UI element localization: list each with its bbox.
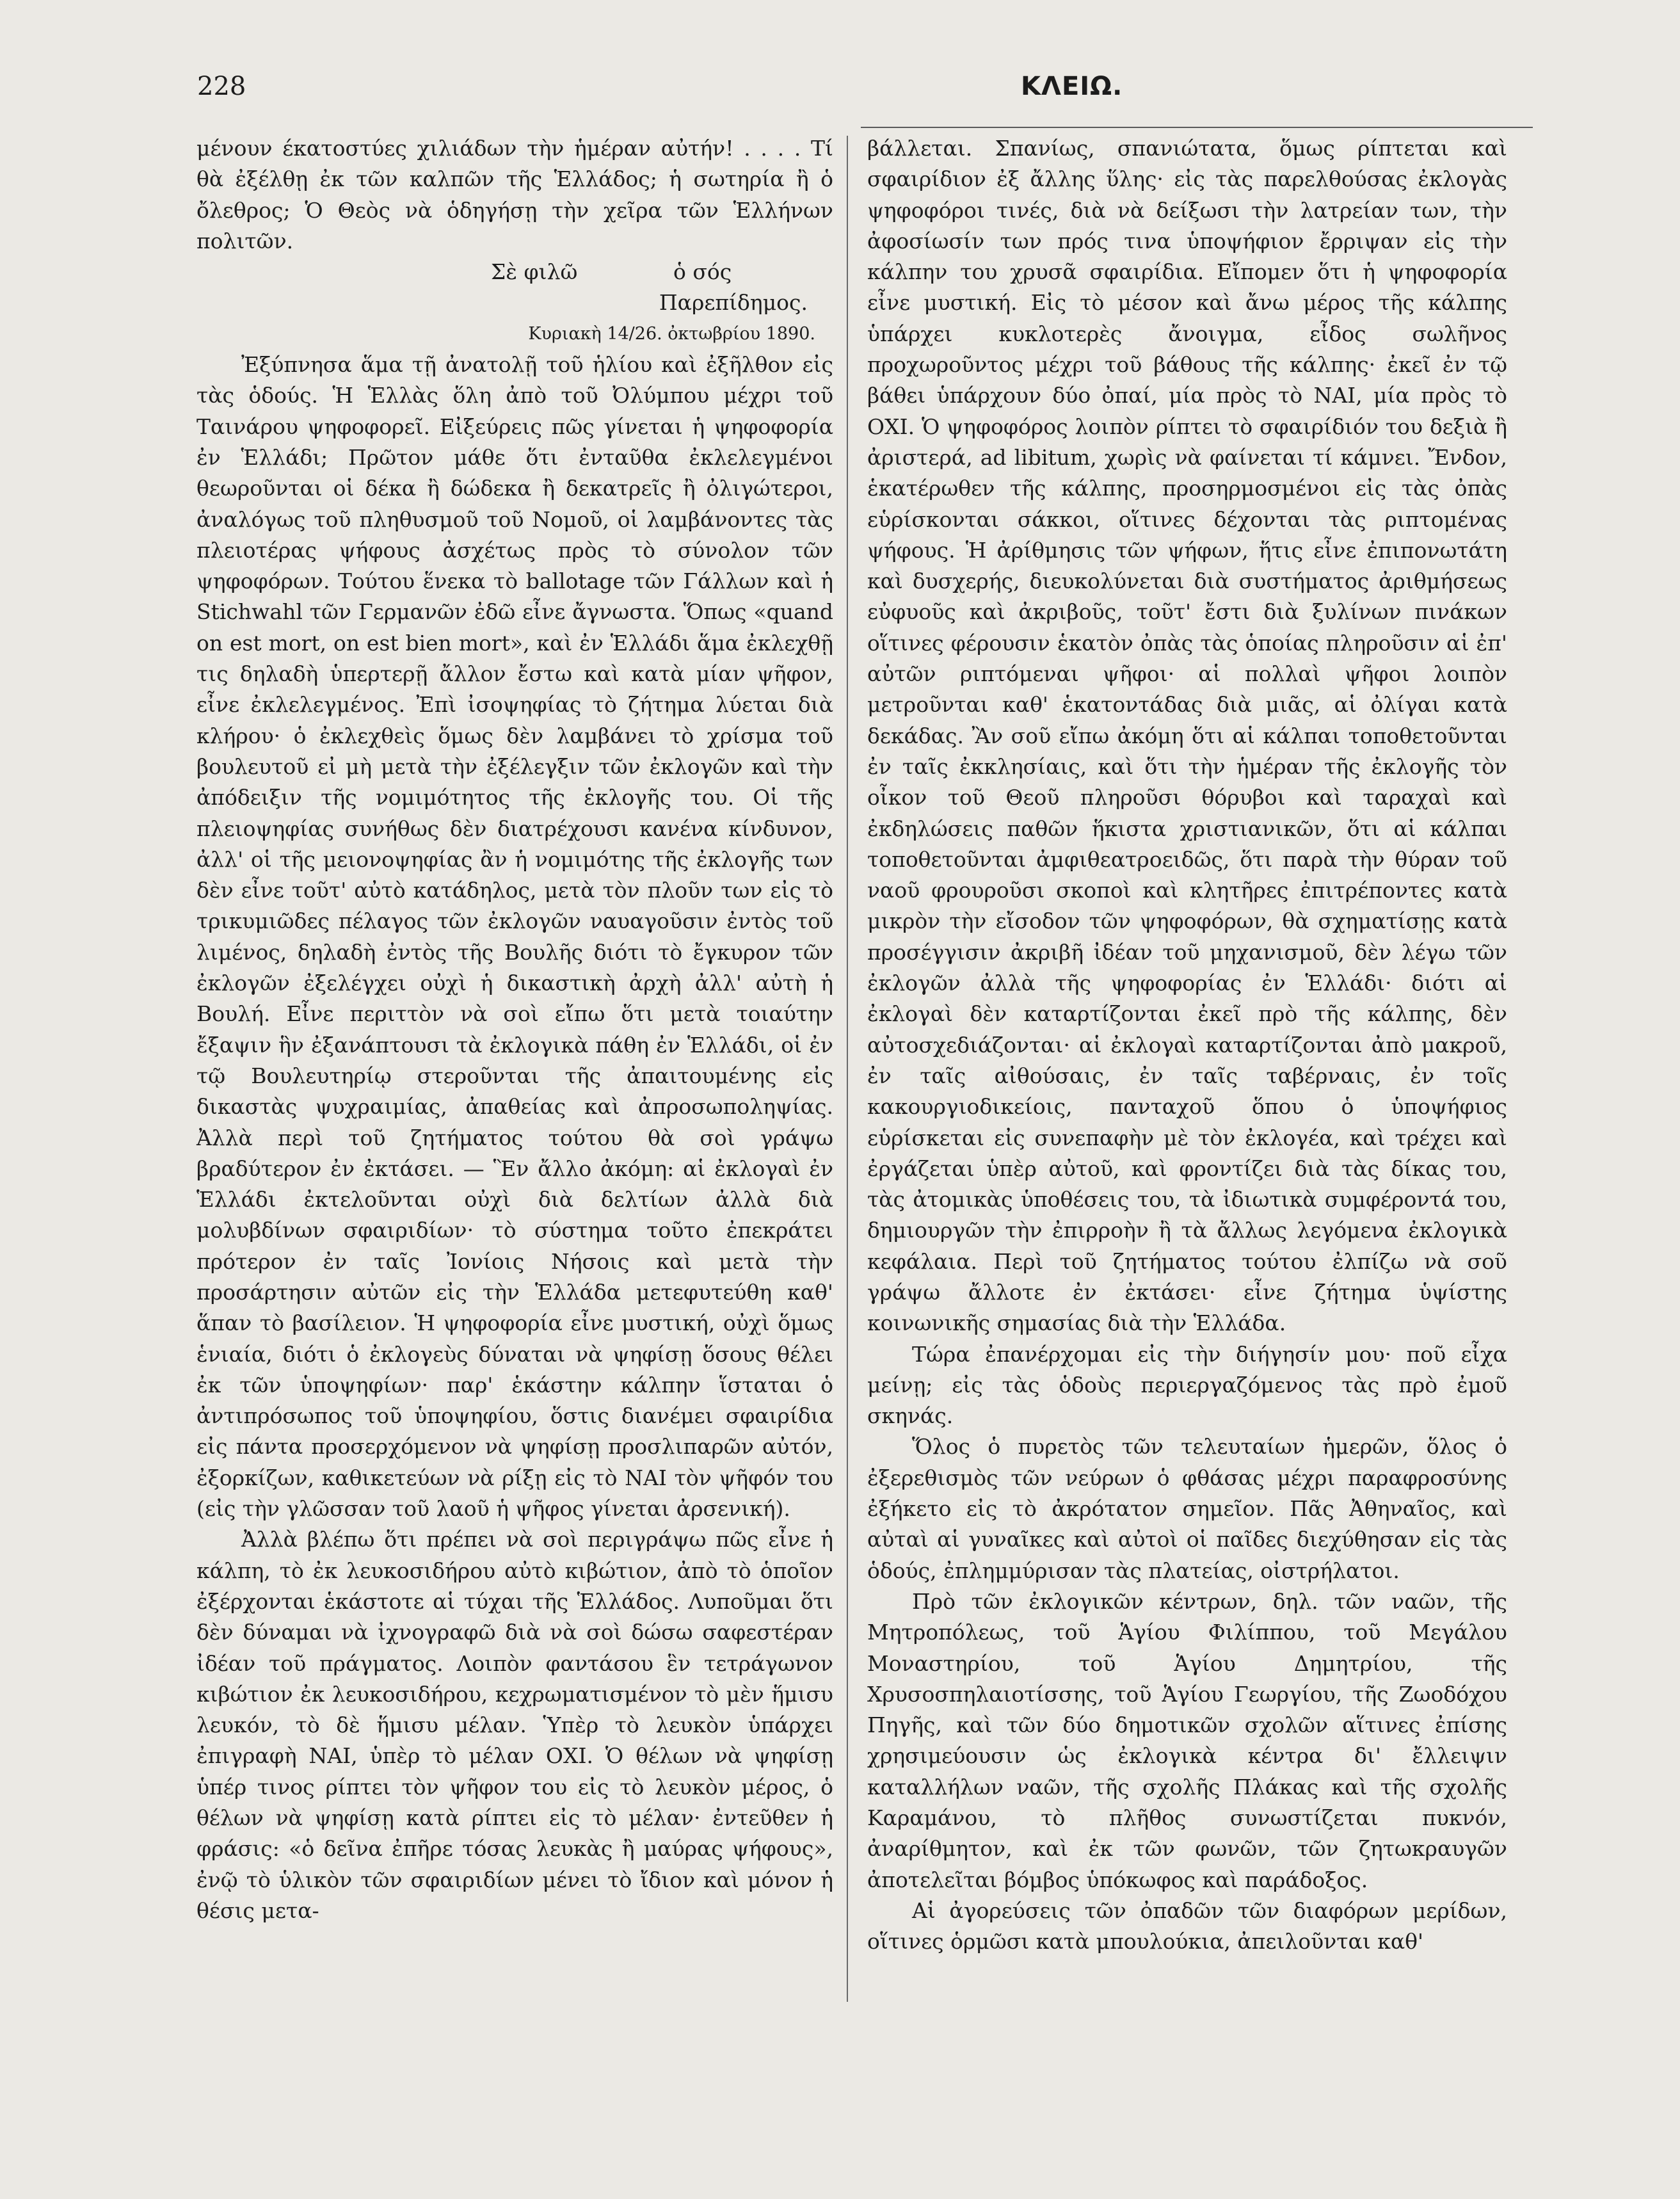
body-paragraph: βάλλεται. Σπανίως, σπανιώτατα, ὅμως ρίπτεται καὶ σφαιρίδιον ἐξ ἄλλης ὕλης· εἰς τὰς παρελθούσας ἐκλογὰς ψηφοφόροι τινές, διὰ νὰ δείξωσι τὴν λατρείαν των, τὴν ἀφοσίωσίν των πρός τινα ὑποψήφιον ἔρριψαν εἰς τὴν κάλπην του χρυσᾶ σφαιρίδια. Εἴπομεν ὅτι ἡ ψηφοφορία εἶνε μυστική. Εἰς τὸ μέσον καὶ ἄνω μέρος τῆς κάλπης ὑπάρχει κυκλοτερὲς ἄνοιγμα, εἶδος σωλῆνος προχωροῦντος μέχρι τοῦ βάθους τῆς κάλπης· ἐκεῖ ἐν τῷ βάθει ὑπάρχουν δύο ὀπαί, μία πρὸς τὸ ΝΑΙ, μία πρὸς τὸ ΟΧΙ. Ὁ ψηφοφόρος λοιπὸν ρίπτει τὸ σφαιρίδιόν του δεξιὰ ἢ ἀριστερά, ad libitum, χωρὶς νὰ φαίνεται τί κάμνει. Ἔνδον, ἑκατέρωθεν τῆς κάλπης, προσηρμοσμένοι εἰς τὰς ὀπὰς εὑρίσκονται σάκκοι, οἵτινες δέχονται τὰς ριπτομένας ψήφους. Ἡ ἀρίθμησις τῶν ψήφων, ἥτις εἶνε ἐπιπονωτάτη καὶ δυσχερής, διευκολύνεται διὰ συστήματος ἀριθμήσεως εὐφυοῦς καὶ ἀκριβοῦς, τοῦτ' ἔστι διὰ ξυλίνων πινάκων οἵτινες φέρουσιν ἑκατὸν ὀπὰς τὰς ὁποίας πληροῦσιν αἱ ἐπ' αὐτῶν ριπτόμεναι ψῆφοι· αἱ πολλαὶ ψῆφοι λοιπὸν μετροῦνται καθ' ἑκατοντάδας διὰ μιᾶς, αἱ ὀλίγαι κατὰ δεκάδας. Ἂν σοῦ εἴπω ἀκόμη ὅτι αἱ κάλπαι τοποθετοῦνται ἐν ταῖς ἐκκλησίαις, καὶ ὅτι τὴν ἡμέραν τῆς ἐκλογῆς τὸν οἶκον τοῦ Θεοῦ πληροῦσι θόρυβοι καὶ ταραχαὶ καὶ ἐκδηλώσεις παθῶν ἥκιστα χριστιανικῶν, ὅτι αἱ κάλπαι τοποθετοῦνται ἀμφιθεατροειδῶς, ὅτι παρὰ τὴν θύραν τοῦ ναοῦ φρουροῦσι σκοποὶ καὶ κλητῆρες ἐπιτρέποντες κατὰ μικρὸν τὴν εἴσοδον τῶν ψηφοφόρων, θὰ σχηματίσῃς κατὰ προσέγγισιν ἀκριβῆ ἰδέαν τοῦ μηχανισμοῦ, δὲν λέγω τῶν ἐκλογῶν ἀλλὰ τῆς ψηφοφορίας ἐν Ἑλλάδι· διότι αἱ ἐκλογαὶ δὲν καταρτίζονται ἐκεῖ πρὸ τῆς κάλπης, δὲν αὐτοσχεδιάζονται· αἱ ἐκλογαὶ καταρτίζονται ἀπὸ μακροῦ, ἐν ταῖς αἰθούσαις, ἐν ταῖς ταβέρναις, ἐν τοῖς κακουργιοδικείοις, πανταχοῦ ὅπου ὁ ὑποψήφιος εὑρίσκεται εἰς συνεπαφὴν μὲ τὸν ἐκλογέα, καὶ τρέχει καὶ ἐργάζεται ὑπὲρ αὐτοῦ, καὶ φροντίζει διὰ τὰς δίκας του, τὰς ἀτομικὰς ὑποθέσεις του, τὰ ἰδιωτικὰ συμφέροντά του, δημιουργῶν τὴν ἐπιρροὴν ἢ τὰ ἄλλως λεγόμενα ἐκλογικὰ κεφάλαια. Περὶ τοῦ ζητήματος τούτου ἐλπίζω νὰ σοῦ γράψω ἄλλοτε ἐν ἐκτάσει· εἶνε ζήτημα ὑψίστης κοινωνικῆς σημασίας διὰ τὴν Ἑλλάδα. [867, 136, 1507, 1336]
dateline: Κυριακὴ 14/26. ὀκτωβρίου 1890. [528, 323, 815, 344]
body-paragraph: Αἱ ἀγορεύσεις τῶν ὀπαδῶν τῶν διαφόρων μερίδων, οἵτινες ὁρμῶσι κατὰ μπουλούκια, ἀπειλοῦνται καθ' [867, 1897, 1507, 1954]
signature: Παρεπίδημος. [659, 290, 808, 316]
greeting-line [196, 257, 833, 287]
body-paragraph: Ὅλος ὁ πυρετὸς τῶν τελευταίων ἡμερῶν, ὅλος ὁ ἐξερεθισμὸς τῶν νεύρων ὁ φθάσας μέχρι παραφροσύνης ἐξήκετο εἰς τὸ ἀκρότατον σημεῖον. Πᾶς Ἀθηναῖος, καὶ αὐταὶ αἱ γυναῖκες καὶ αὐτοὶ οἱ παῖδες διεχύθησαν εἰς τὰς ὁδούς, ἐπλημμύρισαν τὰς πλατείας, οἰστρήλατοι. [867, 1434, 1507, 1583]
closing: ὁ σός [673, 259, 732, 285]
greeting: Σὲ φιλῶ [491, 259, 578, 285]
header-rule [861, 127, 1533, 128]
letter-closing-text: μένουν έκατοστύες χιλιάδων τὴν ἡμέραν αὐτήν! . . . . Τί θὰ ἐξέλθῃ ἐκ τῶν καλπῶν τῆς Ἑλλάδος; ἡ σωτηρία ἢ ὁ ὄλεθρος; Ὁ Θεὸς νὰ ὁδηγήσῃ τὴν χεῖρα τῶν Ἑλλήνων πολιτῶν. [196, 136, 833, 254]
running-head [192, 72, 1491, 110]
body-paragraph: Ἀλλὰ βλέπω ὅτι πρέπει νὰ σοὶ περιγράψω πῶς εἶνε ἡ κάλπη, τὸ ἐκ λευκοσιδήρου αὐτὸ κιβώτιον, ἀπὸ τὸ ὁποῖον ἐξέρχονται ἑκάστοτε αἱ τύχαι τῆς Ἑλλάδος. Λυποῦμαι ὅτι δὲν δύναμαι νὰ ἰχνογραφῶ διὰ νὰ σοὶ δώσω σαφεστέραν ἰδέαν τοῦ πράγματος. Λοιπὸν φαντάσου ἓν τετράγωνον κιβώτιον ἐκ λευκοσιδήρου, κεχρωματισμένον τὸ μὲν ἥμισυ λευκόν, τὸ δὲ ἥμισυ μέλαν. Ὑπὲρ τὸ λευκὸν ὑπάρχει ἐπιγραφὴ ΝΑΙ, ὑπὲρ τὸ μέλαν ΟΧΙ. Ὁ θέλων νὰ ψηφίσῃ ὑπέρ τινος ρίπτει τὸν ψῆφον του εἰς τὸ λευκὸν μέρος, ὁ θέλων νὰ ψηφίσῃ κατὰ ρίπτει εἰς τὸ μέλαν· ἐντεῦθεν ἡ φράσις: «ὁ δεῖνα ἐπῆρε τόσας λευκὰς ἢ μαύρας ψήφους», ἐνῷ τὸ ὑλικὸν τῶν σφαιριδίων μένει τὸ ἴδιον καὶ μόνον ἡ θέσις μετα- [196, 1527, 833, 1923]
body-paragraph: Πρὸ τῶν ἐκλογικῶν κέντρων, δηλ. τῶν ναῶν, τῆς Μητροπόλεως, τοῦ Ἁγίου Φιλίππου, τοῦ Μεγάλου Μοναστηρίου, τοῦ Ἁγίου Δημητρίου, τῆς Χρυσοσπηλαιοτίσσης, τοῦ Ἁγίου Γεωργίου, τῆς Ζωοδόχου Πηγῆς, καὶ τῶν δύο δημοτικῶν σχολῶν αἵτινες ἐπίσης χρησιμεύουσιν ὡς ἐκλογικὰ κέντρα δι' ἔλλειψιν καταλλήλων ναῶν, τῆς σχολῆς Πλάκας καὶ τῆς σχολῆς Καραμάνου, τὸ πλῆθος συνωστίζεται πυκνόν, ἀναρίθμητον, καὶ ἐκ τῶν φωνῶν, τῶν ζητωκραυγῶν ἀποτελεῖται βόμβος ὑπόκωφος καὶ παράδοξος. [867, 1588, 1507, 1892]
body-paragraph: Ἐξύπνησα ἅμα τῇ ἀνατολῇ τοῦ ἡλίου καὶ ἐξῆλθον εἰς τὰς ὁδούς. Ἡ Ἑλλὰς ὅλη ἀπὸ τοῦ Ὀλύμπου μέχρι τοῦ Ταινάρου ψηφοφορεῖ. Εἰξεύρεις πῶς γίνεται ἡ ψηφοφορία ἐν Ἑλλάδι; Πρῶτον μάθε ὅτι ἐνταῦθα ἐκλελεγμένοι θεωροῦνται οἱ δέκα ἢ δώδεκα ἢ δεκατρεῖς ἢ ὀλιγώτεροι, ἀναλόγως τοῦ πληθυσμοῦ τοῦ Νομοῦ, οἱ λαμβάνοντες τὰς πλειοτέρας ψήφους ἀσχέτως πρὸς τὸ σύνολον τῶν ψηφοφόρων. Τούτου ἕνεκα τὸ ballotage τῶν Γάλλων καὶ ἡ Stichwahl τῶν Γερμανῶν ἐδῶ εἶνε ἄγνωστα. Ὅπως «quand on est mort, on est bien mort», καὶ ἐν Ἑλλάδι ἅμα ἐκλεχθῇ τις δηλαδὴ ὑπερτερῇ ἄλλον ἔστω καὶ κατὰ μίαν ψῆφον, εἶνε ἐκλελεγμένος. Ἐπὶ ἰσοψηφίας τὸ ζήτημα λύεται διὰ κλήρου· ὁ ἐκλεχθεὶς ὅμως δὲν λαμβάνει τὸ χρίσμα τοῦ βουλευτοῦ εἰ μὴ μετὰ τὴν ἐξέλεγξιν τῶν ἐκλογῶν καὶ τὴν ἀπόδειξιν τῆς νομιμότητος τῆς ἐκλογῆς του. Οἱ τῆς πλειοψηφίας συνήθως δὲν διατρέχουσι κανένα κίνδυνον, ἀλλ' οἱ τῆς μειονοψηφίας ἂν ἡ νομιμότης τῆς ἐκλογῆς των δὲν εἶνε τοῦτ' αὐτὸ κατάδηλος, μετὰ τὸν πλοῦν των εἰς τὸ τρικυμιῶδες πέλαγος τῶν ἐκλογῶν ναυαγοῦσιν ἐντὸς τοῦ λιμένος, δηλαδὴ ἐντὸς τῆς Βουλῆς διότι τὸ ἔγκυρον τῶν ἐκλογῶν ἐξελέγχει οὐχὶ ἡ δικαστικὴ ἀρχὴ ἀλλ' αὐτὴ ἡ Βουλή. Εἶνε περιττὸν νὰ σοὶ εἴπω ὅτι μετὰ τοιαύτην ἔξαψιν ἣν ἐξανάπτουσι τὰ ἐκλογικὰ πάθη ἐν Ἑλλάδι, οἱ ἐν τῷ Βουλευτηρίῳ στεροῦνται τῆς ἀπαιτουμένης εἰς δικαστὰς ψυχραιμίας, ἀπαθείας καὶ ἀπροσωποληψίας. Ἀλλὰ περὶ τοῦ ζητήματος τούτου θὰ σοὶ γράψω βραδύτερον ἐν ἐκτάσει. — Ἓν ἄλλο ἀκόμη: αἱ ἐκλογαὶ ἐν Ἑλλάδι ἐκτελοῦνται οὐχὶ διὰ δελτίων ἀλλὰ διὰ μολυβδίνων σφαιριδίων· τὸ σύστημα τοῦτο ἐπεκράτει πρότερον ἐν ταῖς Ἰονίοις Νήσοις καὶ μετὰ τὴν προσάρτησιν αὐτῶν εἰς τὴν Ἑλλάδα μετεφυτεύθη καθ' ἅπαν τὸ βασίλειον. Ἡ ψηφοφορία εἶνε μυστική, οὐχὶ ὅμως ἑνιαία, διότι ὁ ἐκλογεὺς δύναται νὰ ψηφίσῃ ὅσους θέλει ἐκ τῶν ὑποψηφίων· παρ' ἑκάστην κάλπην ἵσταται ὁ ἀντιπρόσωπος τοῦ ὑποψηφίου, ὅστις διανέμει σφαιρίδια εἰς πάντα προσερχόμενον νὰ ψηφίσῃ προσλιπαρῶν αὐτόν, ἐξορκίζων, καθικετεύων νὰ ρίξῃ εἰς τὸ ΝΑΙ τὸν ψῆφόν του (εἰς τὴν γλῶσσαν τοῦ λαοῦ ἡ ψῆφος γίνεται ἀρσενική). [196, 352, 833, 1522]
page-number: 228 [197, 72, 246, 101]
right-column [867, 133, 1507, 1958]
journal-title: ΚΛΕΙΩ. [1021, 72, 1123, 101]
column-divider [847, 136, 848, 2002]
body-paragraph: Τώρα ἐπανέρχομαι εἰς τὴν διήγησίν μου· ποῦ εἶχα μείνῃ; εἰς τὰς ὁδοὺς περιεργαζόμενος τὰς πρὸ ἐμοῦ σκηνάς. [867, 1341, 1507, 1429]
left-column [196, 133, 833, 1926]
